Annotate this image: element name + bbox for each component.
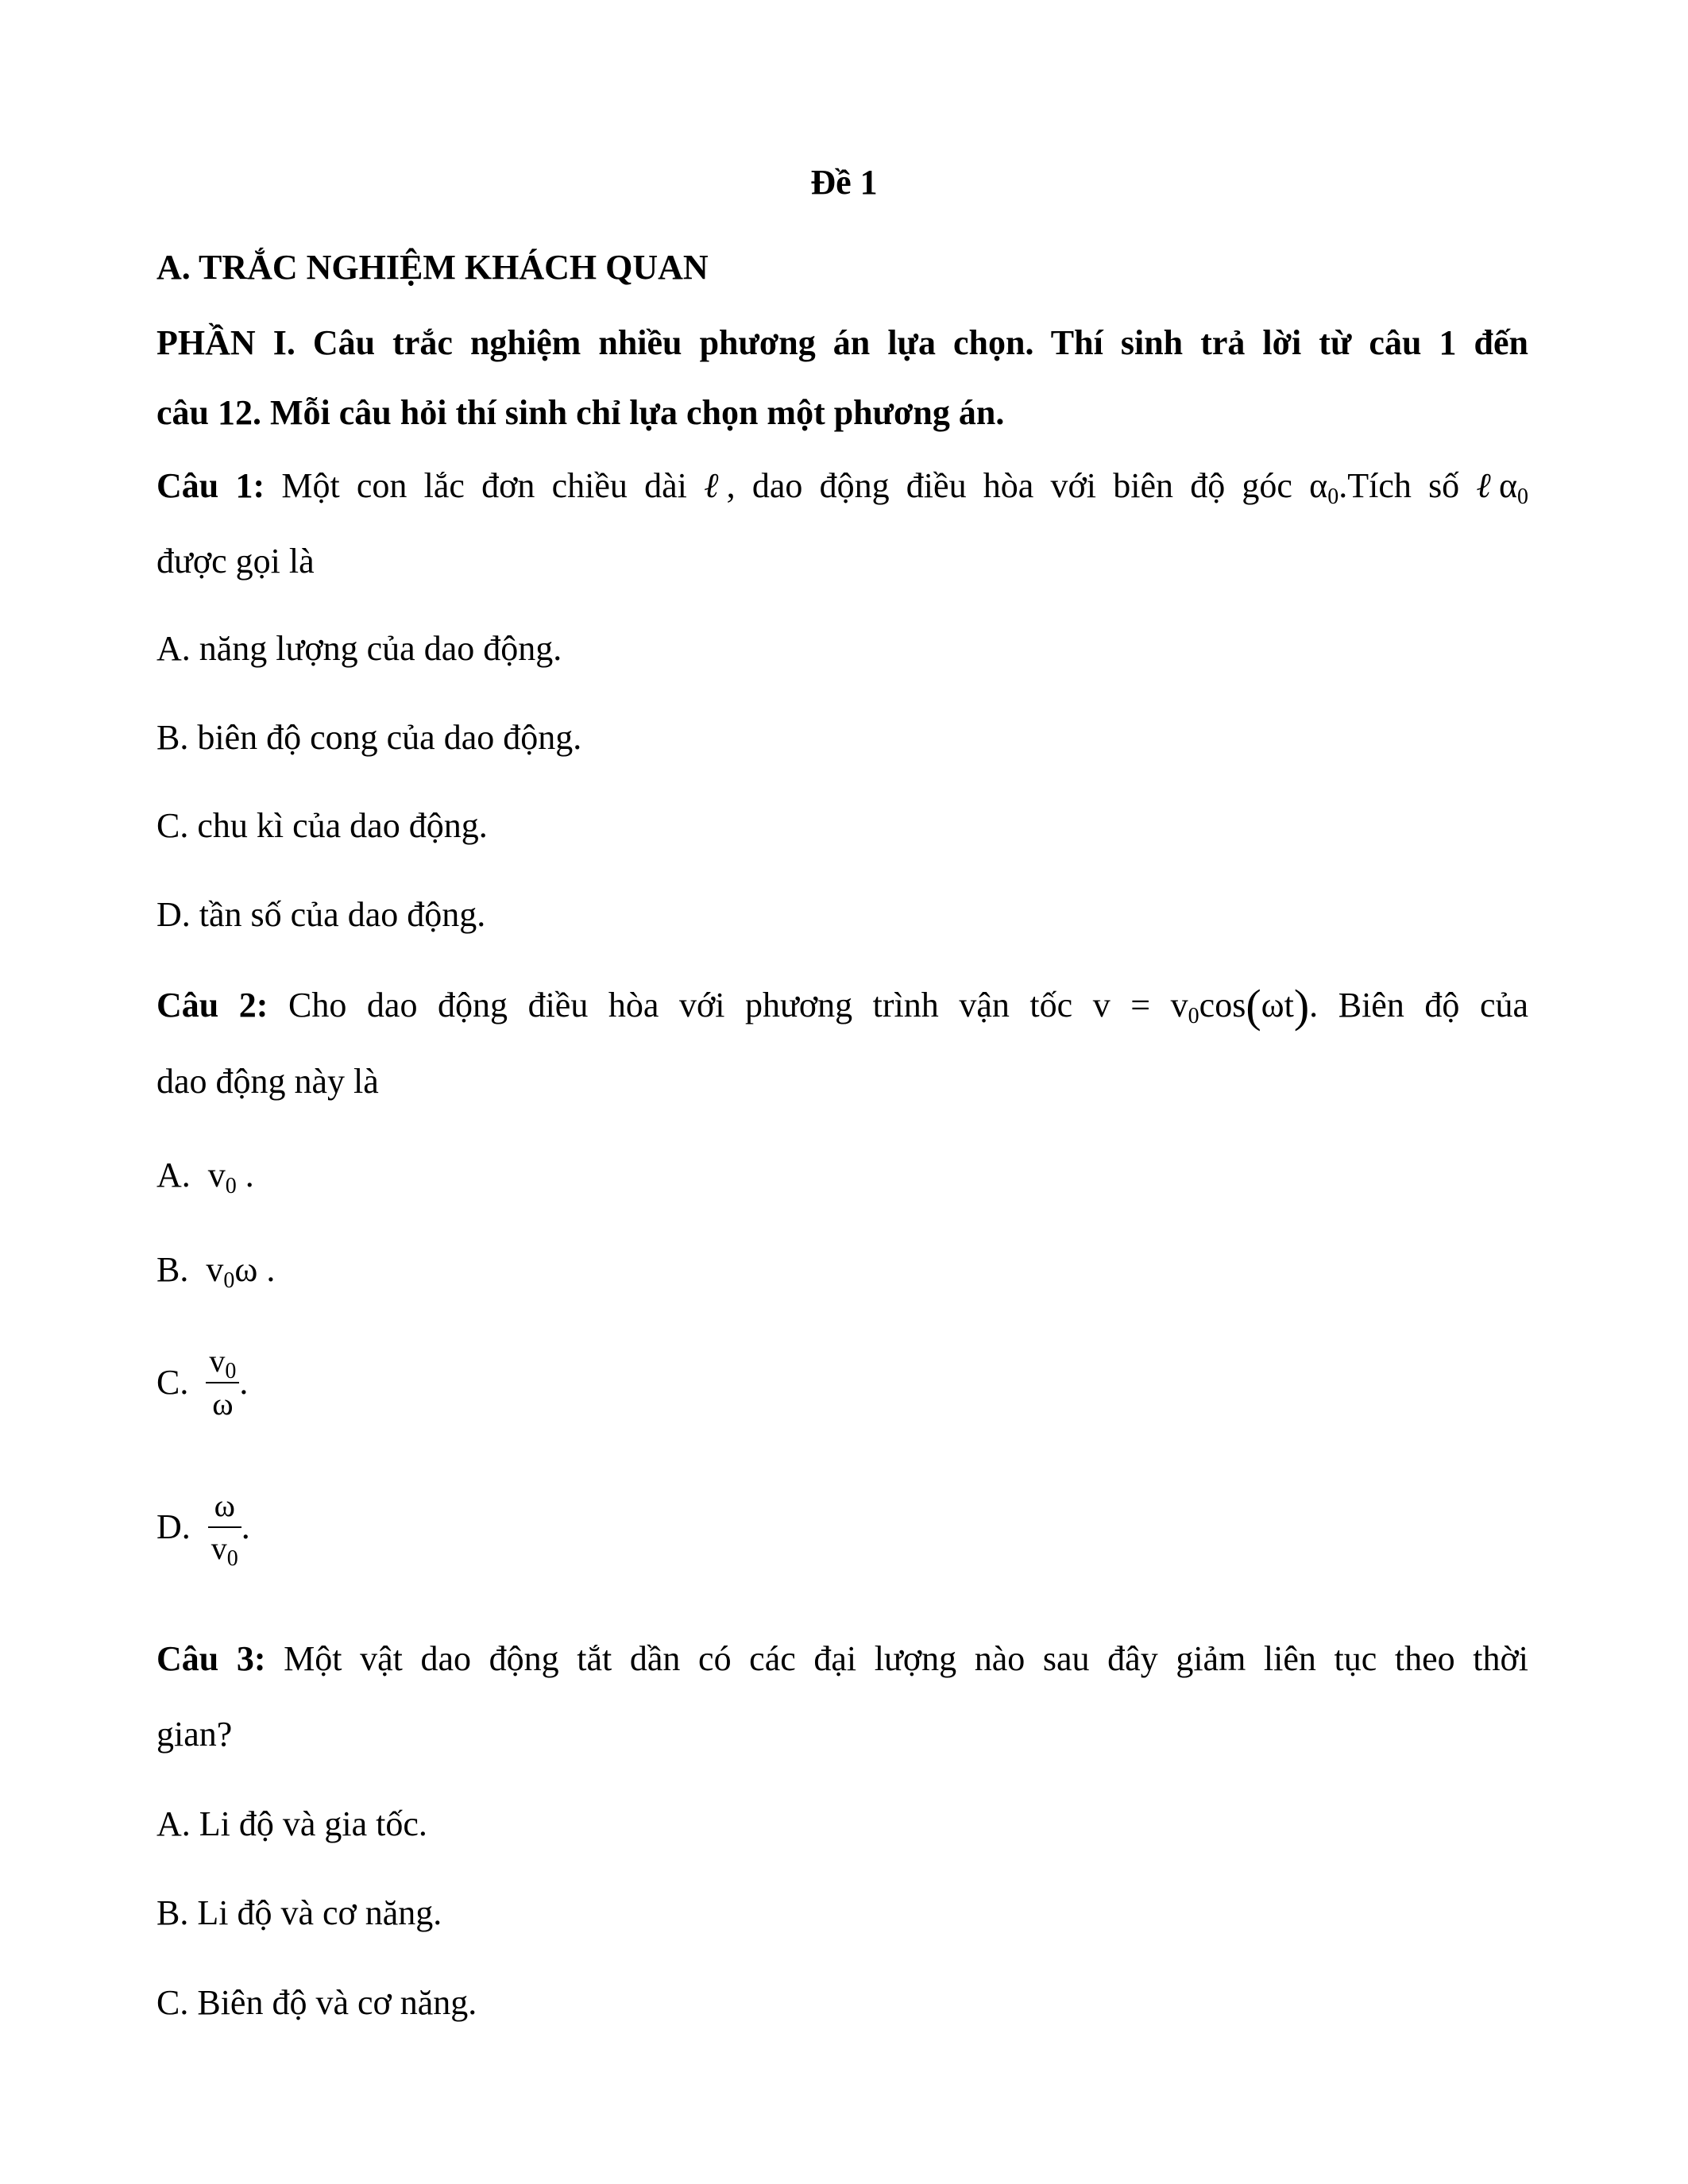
question-1-label: Câu 1: [156,466,265,505]
q2-option-c: C. $\frac{v_0}{\omega}$ . [156,1341,248,1425]
q2-option-b: B. $v_0\omega$ . [156,1250,276,1293]
q1-option-c: C. chu kì của dao động. [156,806,488,845]
question-3-stem: Câu 3: Một vật dao động tắt dần có các đại lượng nào sau đây giảm liên tục theo thời [156,1639,1528,1678]
q3-option-a: A. Li độ và gia tốc. [156,1804,427,1843]
math-ell-alpha0: ℓα$_0$ [1476,466,1529,509]
q2-option-a: A. $v_0$ . [156,1156,254,1198]
page-title: Đề 1 [810,163,878,202]
question-3-stem-line2: gian? [156,1715,233,1754]
question-2-stem: Câu 2: Cho dao động điều hòa với phương trình vận tốc $v = v_0\cos(\omega t)$. Biên độ của [156,980,1528,1032]
q1-option-b: B. biên độ cong của dao động. [156,718,582,757]
math-velocity-equation: $v = v_0\cos(\omega t)$ [1092,980,1310,1032]
question-2-stem-line2: dao động này là [156,1062,379,1101]
part-heading-line1: PHẦN I. Câu trắc nghiệm nhiều phương án lựa chọn. Thí sinh trả lời từ câu 1 đến [156,323,1528,362]
question-2-label: Câu 2: [156,986,268,1024]
question-1-stem: Câu 1: Một con lắc đơn chiều dài ℓ, dao động điều hòa với biên độ góc $\alpha_0.Tích$ số ℓα$_0$ [156,466,1529,509]
math-v0-omega: $v_0\omega$ . [206,1250,276,1293]
fraction-v0-over-omega: $\frac{v_0}{\omega}$ [206,1341,239,1425]
question-1-stem-line2: được gọi là [156,542,315,581]
section-heading: A. TRẮC NGHIỆM KHÁCH QUAN [156,248,709,287]
math-v0: $v_0$ . [207,1156,254,1198]
question-3-label: Câu 3: [156,1639,266,1678]
part-heading-line2: câu 12. Mỗi câu hỏi thí sinh chỉ lựa chọn một phương án. [156,393,1005,432]
fraction-omega-over-v0: $\frac{\omega}{v_0}$ [208,1485,241,1569]
math-alpha0: $\alpha_0$ [1309,466,1339,509]
q2-option-d: D. $\frac{\omega}{v_0}$ . [156,1485,250,1569]
math-ell: ℓ [704,466,727,505]
q3-option-b: B. Li độ và cơ năng. [156,1893,442,1932]
q1-option-d: D. tần số của dao động. [156,895,486,934]
q3-option-c: C. Biên độ và cơ năng. [156,1983,477,2022]
q1-option-a: A. năng lượng của dao động. [156,629,562,668]
